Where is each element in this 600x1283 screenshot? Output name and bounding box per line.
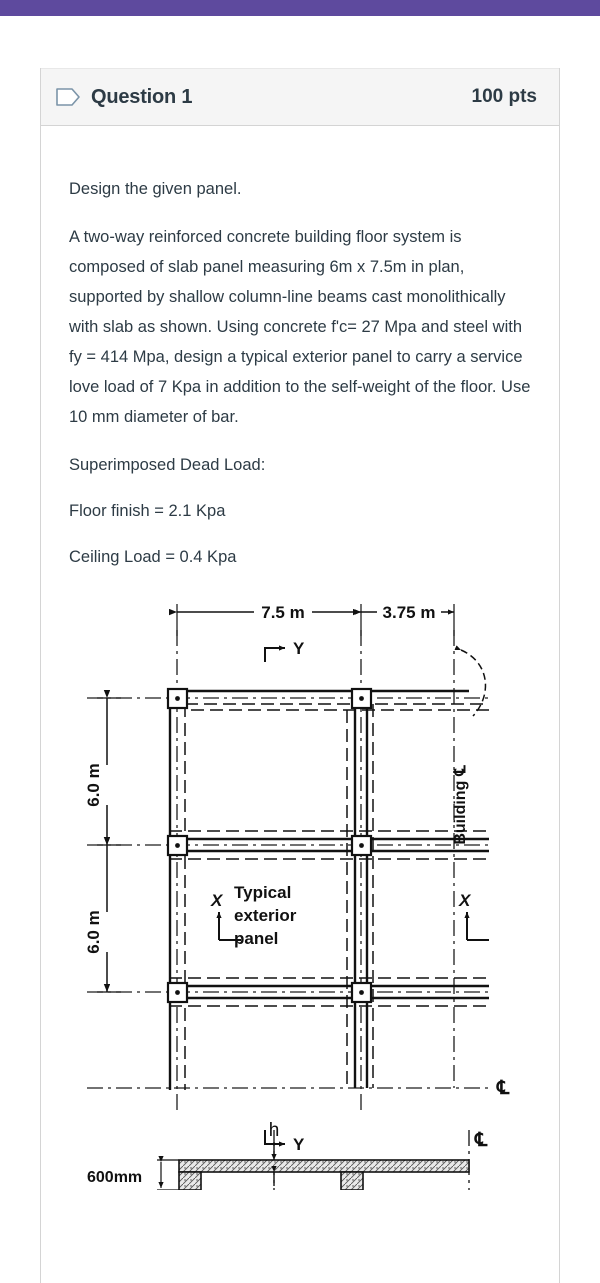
beam-depth-label: 600mm [87, 1169, 143, 1186]
dim-label-6m-lower: 6.0 m [84, 910, 103, 954]
question-title: Question 1 [91, 85, 193, 108]
section-view [157, 1130, 469, 1190]
app-top-bar [0, 0, 600, 16]
flag-pennant-icon [55, 86, 81, 108]
question-card [40, 68, 560, 1283]
section-marker-y-top: Y [293, 639, 305, 658]
building-centerline-label: Building℄ [452, 765, 469, 845]
question-intro-text: Design the given panel. [69, 180, 242, 198]
question-body [41, 126, 559, 1190]
floor-finish-value: Floor finish = 2.1 Kpa [69, 502, 226, 520]
ceiling-load-value: Ceiling Load = 0.4 Kpa [69, 548, 237, 566]
section-marker-x-right: X [459, 891, 471, 910]
question-points: 100 pts [471, 86, 537, 107]
section-marker-y-bottom: Y [293, 1135, 305, 1154]
panel-label-line1: Typical [234, 883, 292, 902]
panel-label-line3: panel [234, 929, 279, 948]
slab-thickness-label: h [268, 1120, 280, 1141]
dim-label-6m-upper: 6.0 m [84, 763, 103, 807]
plan-centerline-symbol: ℄ [497, 1078, 510, 1099]
superimposed-dead-load-heading: Superimposed Dead Load: [69, 456, 266, 474]
question-problem-text: A two-way reinforced concrete building floor system is composed of slab panel measuring 6m x 7.5m in plan, supported by shallow column-line beams cast monolithically with slab as shown. Using concrete f'c= 27 Mpa and steel with fy = 414 Mpa, design a typical exterior panel to carry a service love load of 7 Kpa in addition to the self-weight of the floor. Use 10 mm diameter of bar. [69, 228, 531, 426]
dim-label-7-5m: 7.5 m [261, 603, 305, 622]
panel-label-line2: exterior [234, 906, 297, 925]
section-marker-x-left: X [211, 891, 223, 910]
section-centerline-symbol: ℄ [475, 1130, 488, 1151]
question-header [41, 68, 559, 126]
dim-label-3-75m: 3.75 m [382, 603, 436, 622]
figure-svg [69, 590, 539, 1190]
structural-plan-figure [69, 590, 589, 1190]
